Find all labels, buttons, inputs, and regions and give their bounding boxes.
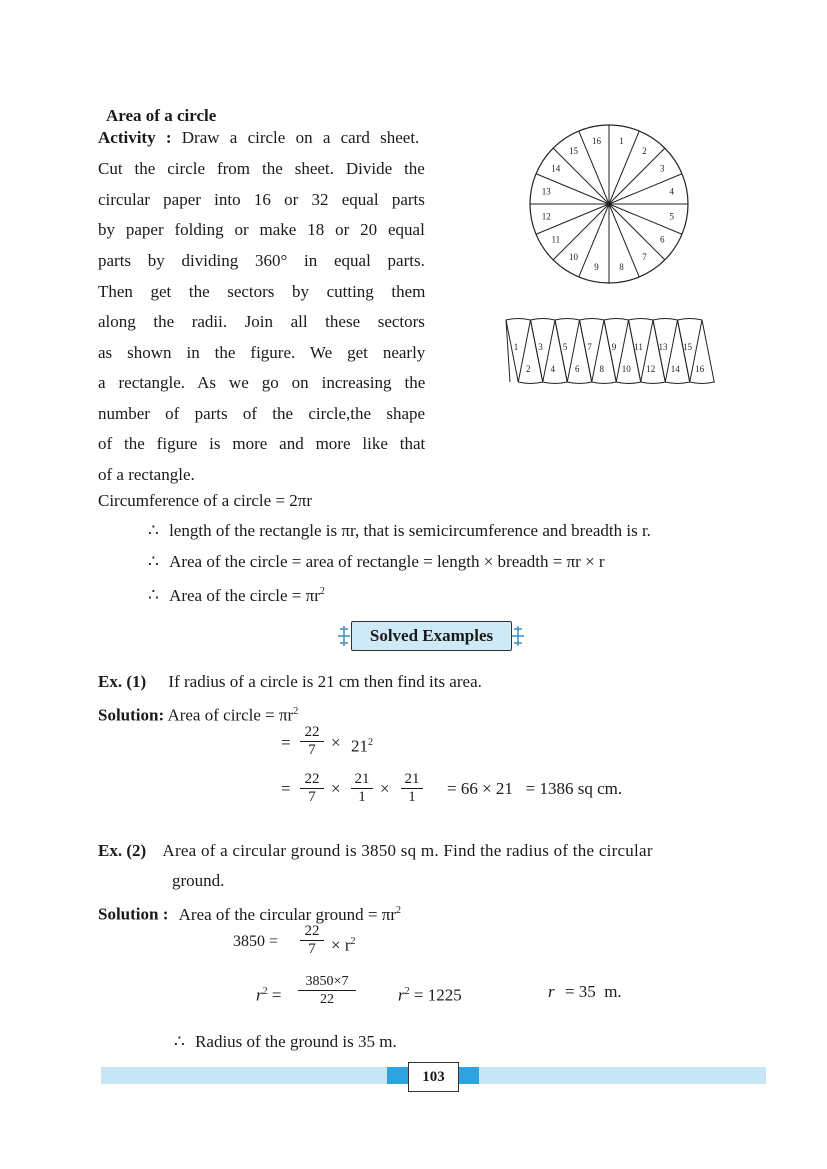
- eq-sign: =: [271, 985, 282, 1005]
- sector-label-bottom: 10: [621, 364, 631, 374]
- denominator: 22: [320, 992, 334, 1007]
- ex2-question-line-2: ground.: [172, 871, 225, 890]
- ex1-solution-label: Solution:: [98, 705, 165, 725]
- r-value: = 35 m.: [564, 982, 622, 1001]
- superscript: 2: [404, 986, 410, 997]
- ex1-base: [351, 733, 373, 757]
- activity-line-12: of a rectangle.: [98, 465, 195, 484]
- sector-label: 12: [541, 211, 551, 222]
- ex2-solution-label: Solution :: [98, 904, 169, 924]
- ex1-solution-line: [98, 702, 298, 726]
- sector-label-top: 5: [562, 342, 568, 352]
- ex2-fraction-3850x7-22: [298, 973, 356, 1008]
- ex1-question: If radius of a circle is 21 cm then find its area.: [168, 672, 482, 691]
- sector-label-bottom: 12: [646, 364, 656, 374]
- denominator: 1: [358, 789, 366, 805]
- superscript: 2: [319, 586, 325, 597]
- sector-label: 7: [642, 252, 647, 263]
- activity-line-7: along the radii. Join all these sectors: [98, 312, 425, 331]
- r-symbol: r: [398, 985, 405, 1005]
- sector-label-top: 15: [683, 342, 692, 352]
- footer-accent-left: [387, 1067, 409, 1084]
- ex2-step0: Area of the circular ground = πr: [178, 904, 396, 924]
- denominator: 7: [308, 789, 316, 805]
- denominator: 7: [308, 941, 316, 957]
- numerator: 22: [300, 771, 324, 789]
- circle-radius-line: [553, 145, 609, 204]
- section-title: Area of a circle: [106, 106, 217, 125]
- ex1-times-2: ×: [331, 779, 341, 798]
- ex1-fraction-21-1: [351, 771, 373, 806]
- sector-label: 15: [568, 145, 578, 156]
- activity-line-5: parts by dividing 360° in equal parts.: [98, 251, 425, 270]
- sector-label: 10: [568, 252, 578, 263]
- derivation-text-3: Area of the circle = πr: [169, 585, 320, 605]
- activity-line-1: [98, 128, 419, 148]
- banner-ornament-right: [510, 623, 526, 649]
- ex2-label: Ex. (2): [98, 841, 147, 860]
- banner-ornament-left: [336, 623, 352, 649]
- sector-label-top: 7: [587, 342, 592, 352]
- page-number: 103: [408, 1062, 459, 1092]
- ex2-r-value: [548, 982, 622, 1002]
- sector-label: 8: [619, 261, 624, 272]
- activity-line-9: a rectangle. As we go on increasing the: [98, 373, 426, 392]
- circumference-line: Circumference of a circle = 2πr: [98, 491, 313, 510]
- sector-circle-figure: [520, 122, 700, 292]
- sector-rectangle-figure: [500, 316, 720, 388]
- activity-line-3: circular paper into 16 or 32 equal parts: [98, 190, 425, 209]
- denominator: 7: [308, 742, 316, 758]
- ex1-eq-sign-2: =: [281, 779, 291, 798]
- ex1-fraction-22-7: [300, 724, 324, 759]
- sector-label-bottom: 2: [526, 364, 531, 374]
- superscript: 2: [350, 936, 356, 947]
- derivation-text-1: length of the rectangle is πr, that is semicircumference and breadth is r.: [169, 521, 651, 540]
- activity-line-6: Then get the sectors by cutting them: [98, 282, 426, 301]
- sector-label-top: 13: [658, 342, 668, 352]
- numerator: 21: [351, 771, 373, 789]
- r2-value: = 1225: [413, 985, 462, 1005]
- derivation-line-2: [148, 552, 605, 572]
- footer-bar-right: [479, 1067, 766, 1084]
- ex2-times-r: [331, 932, 356, 956]
- ex2-question-line: [98, 841, 653, 861]
- ex2-lhs-2: [256, 982, 281, 1006]
- sector-label: 6: [659, 234, 665, 245]
- sector-label: 2: [642, 145, 647, 156]
- base-21: 21: [351, 736, 368, 756]
- derivation-line-3: [148, 582, 325, 606]
- ex1-times-3: ×: [380, 779, 390, 798]
- activity-line-4: by paper folding or make 18 or 20 equal: [98, 220, 425, 239]
- sector-label: 4: [669, 186, 675, 197]
- sector-label: 13: [541, 186, 551, 197]
- numerator: 22: [300, 923, 324, 941]
- activity-line-10: number of parts of the circle,the shape: [98, 404, 426, 423]
- ex1-fraction-22-7-b: [300, 771, 324, 806]
- ex2-conclusion: Radius of the ground is 35 m.: [195, 1032, 397, 1051]
- circle-radius-line: [609, 145, 665, 204]
- footer-bar-left: [101, 1067, 387, 1084]
- superscript: 2: [396, 905, 401, 916]
- ex2-lhs-1: 3850 =: [233, 933, 279, 950]
- circle-radius-line: [553, 204, 609, 263]
- superscript: 2: [368, 737, 373, 748]
- ex1-times: ×: [331, 733, 341, 752]
- activity-label: Activity :: [98, 128, 172, 147]
- sector-label-bottom: 16: [695, 364, 705, 374]
- circle-radius-line: [609, 204, 665, 263]
- derivation-line-1: [148, 521, 651, 541]
- sector-label-bottom: 8: [599, 364, 604, 374]
- sector-circle: [530, 125, 688, 283]
- ex1-result: = 66 × 21 = 1386 sq cm.: [447, 779, 623, 798]
- sector-label: 11: [551, 234, 561, 245]
- r-symbol: r: [548, 982, 555, 1001]
- denominator: 1: [408, 789, 416, 805]
- therefore-symbol: ∴: [148, 552, 159, 571]
- ex2-question-1: Area of a circular ground is 3850 sq m. Find the radius of the circular: [162, 841, 653, 860]
- sector-label-bottom: 14: [670, 364, 680, 374]
- sector-label: 14: [551, 163, 561, 174]
- therefore-symbol: ∴: [174, 1032, 185, 1051]
- sector-label-top: 3: [538, 342, 543, 352]
- ex1-step0: Area of circle = πr: [167, 705, 294, 725]
- r-symbol: r: [256, 985, 263, 1005]
- sector-label-bottom: 6: [575, 364, 580, 374]
- numerator: 21: [401, 771, 423, 789]
- ex1-eq-sign: =: [281, 733, 291, 752]
- sector-label: 16: [592, 136, 602, 147]
- sector-label-top: 9: [611, 342, 617, 352]
- activity-line-2: Cut the circle from the sheet. Divide the: [98, 159, 425, 178]
- sector-rectangle: [506, 319, 714, 384]
- ex1-fraction-21-1-b: [401, 771, 423, 806]
- sector-label-bottom: 4: [550, 364, 555, 374]
- therefore-symbol: ∴: [148, 585, 159, 605]
- sector-label: 3: [659, 163, 665, 174]
- superscript: 2: [293, 706, 299, 717]
- derivation-text-2: Area of the circle = area of rectangle = length × breadth = πr × r: [169, 552, 605, 571]
- ex2-conclusion-line: [174, 1032, 397, 1052]
- solved-examples-banner: Solved Examples: [351, 621, 512, 651]
- numerator: 3850×7: [298, 973, 356, 991]
- ex2-r-squared-value: [398, 982, 462, 1006]
- ex1-question-line: [98, 672, 482, 692]
- numerator: 22: [300, 724, 324, 742]
- sector-label: 5: [669, 211, 675, 222]
- superscript: 2: [262, 986, 268, 997]
- sector-label: 1: [619, 136, 624, 147]
- ex1-label: Ex. (1): [98, 672, 147, 691]
- ex2-solution-line: [98, 901, 401, 925]
- ex2-fraction-22-7: [300, 923, 324, 958]
- activity-text: Draw a circle on a card sheet.: [181, 128, 420, 147]
- sector-label-top: 11: [634, 342, 643, 352]
- activity-line-8: as shown in the figure. We get nearly: [98, 343, 426, 362]
- therefore-symbol: ∴: [148, 521, 159, 540]
- activity-line-11: of the figure is more and more like that: [98, 434, 426, 453]
- times-r: × r: [331, 935, 351, 955]
- sector-label-top: 1: [513, 342, 519, 352]
- sector-label: 9: [594, 261, 599, 272]
- footer-accent-right: [457, 1067, 479, 1084]
